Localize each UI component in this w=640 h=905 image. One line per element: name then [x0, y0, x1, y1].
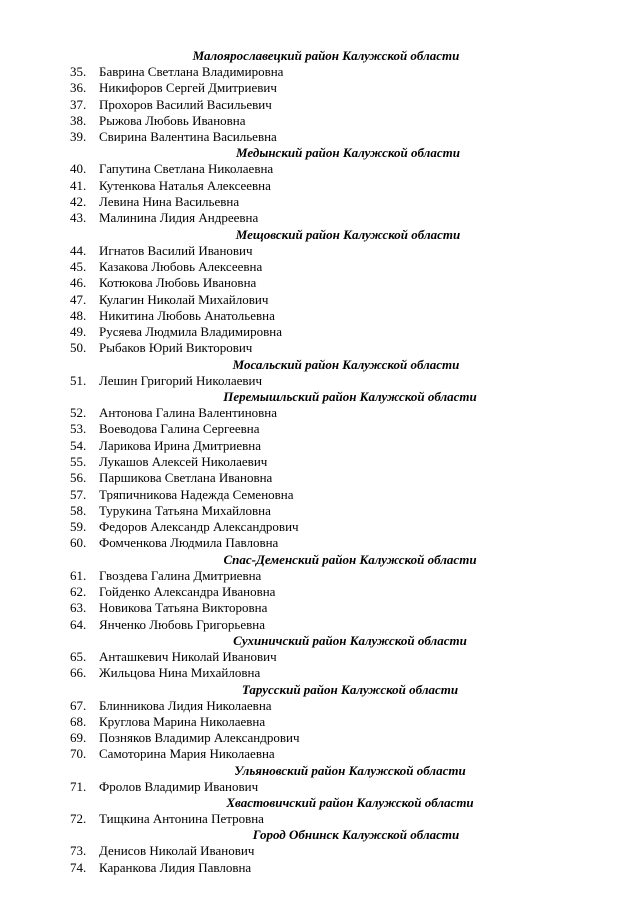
person-name: Кутенкова Наталья Алексеевна: [99, 177, 271, 193]
list-item: [0, 535, 640, 551]
person-name: Самоторина Мария Николаевна: [99, 746, 275, 762]
list-item: [0, 454, 640, 470]
list-item: [0, 324, 640, 340]
item-number: 63.: [70, 600, 87, 616]
person-name: Турукина Татьяна Михайловна: [99, 502, 271, 518]
list-item: [0, 292, 640, 308]
person-name: Анташкевич Николай Иванович: [99, 648, 277, 664]
person-name: Федоров Александр Александрович: [99, 519, 299, 535]
district-heading: Хвастовичский район Калужской области: [226, 794, 474, 810]
district-section: [0, 795, 640, 827]
district-heading: Сухиничский район Калужской области: [233, 632, 467, 648]
list-item: [0, 438, 640, 454]
item-number: 62.: [70, 584, 87, 600]
person-name: Ларикова Ирина Дмитриевна: [99, 437, 261, 453]
item-number: 44.: [70, 242, 87, 258]
person-name: Паршикова Светлана Ивановна: [99, 470, 273, 486]
item-number: 35.: [70, 64, 87, 79]
item-number: 40.: [70, 161, 87, 177]
district-heading: Ульяновский район Калужской области: [234, 762, 466, 778]
person-name: Кулагин Николай Михайлович: [99, 291, 269, 307]
item-number: 53.: [70, 421, 87, 437]
item-number: 70.: [70, 746, 87, 762]
item-number: 57.: [70, 486, 87, 502]
person-name: Никитина Любовь Анатольевна: [99, 307, 275, 323]
district-heading: Перемышльский район Калужской области: [223, 389, 477, 405]
list-item: [0, 259, 640, 275]
person-name: Рыжова Любовь Ивановна: [99, 112, 246, 128]
item-number: 45.: [70, 258, 87, 274]
list-item: [0, 243, 640, 259]
person-name: Никифоров Сергей Дмитриевич: [99, 80, 277, 96]
list-item: [0, 860, 640, 876]
person-name: Гапутина Светлана Николаевна: [99, 161, 274, 177]
item-number: 46.: [70, 275, 87, 291]
person-name: Лешин Григорий Николаевич: [99, 372, 262, 388]
item-number: 52.: [70, 405, 87, 421]
item-number: 74.: [70, 859, 87, 875]
item-number: 67.: [70, 697, 87, 713]
list-item: [0, 698, 640, 714]
district-section: [0, 48, 640, 145]
list-item: [0, 308, 640, 324]
participant-list: [0, 48, 640, 876]
list-item: [0, 811, 640, 827]
list-item: [0, 714, 640, 730]
district-section: [0, 552, 640, 633]
list-item: [0, 470, 640, 486]
list-item: [0, 210, 640, 226]
item-number: 69.: [70, 730, 87, 746]
list-item: [0, 584, 640, 600]
item-number: 43.: [70, 210, 87, 226]
item-number: 64.: [70, 616, 87, 632]
list-item: [0, 97, 640, 113]
list-item: [0, 421, 640, 437]
person-name: Воеводова Галина Сергеевна: [99, 421, 260, 437]
item-number: 38.: [70, 112, 87, 128]
item-number: 65.: [70, 648, 87, 664]
district-section: [0, 763, 640, 795]
list-item: [0, 568, 640, 584]
person-name: Фомченкова Людмила Павловна: [99, 535, 279, 551]
person-name: Жильцова Нина Михайловна: [99, 665, 261, 681]
person-name: Гвоздева Галина Дмитриевна: [99, 567, 262, 583]
item-number: 50.: [70, 340, 87, 356]
list-item: [0, 487, 640, 503]
person-name: Антонова Галина Валентиновна: [99, 405, 278, 421]
district-heading: Мосальский район Калужской области: [232, 356, 460, 372]
item-number: 39.: [70, 129, 87, 145]
person-name: Свирина Валентина Васильевна: [99, 129, 277, 145]
item-number: 60.: [70, 535, 87, 551]
list-item: [0, 161, 640, 177]
person-name: Игнатов Василий Иванович: [99, 242, 253, 258]
list-item: [0, 129, 640, 145]
item-number: 49.: [70, 324, 87, 340]
list-item: [0, 194, 640, 210]
list-item: [0, 405, 640, 421]
item-number: 61.: [70, 567, 87, 583]
list-item: [0, 275, 640, 291]
list-item: [0, 746, 640, 762]
person-name: Блинникова Лидия Николаевна: [99, 697, 272, 713]
item-number: 48.: [70, 307, 87, 323]
list-item: [0, 64, 640, 80]
list-item: [0, 178, 640, 194]
district-section: [0, 389, 640, 552]
district-section: [0, 357, 640, 389]
item-number: 36.: [70, 80, 87, 96]
item-number: 72.: [70, 810, 87, 826]
item-number: 73.: [70, 843, 87, 859]
item-number: 55.: [70, 453, 87, 469]
item-number: 51.: [70, 372, 87, 388]
item-number: 54.: [70, 437, 87, 453]
person-name: Казакова Любовь Алексеевна: [99, 258, 263, 274]
district-heading: Тарусский район Калужской области: [241, 681, 459, 697]
person-name: Русяева Людмила Владимировна: [99, 324, 282, 340]
person-name: Котюкова Любовь Ивановна: [99, 275, 257, 291]
list-item: [0, 617, 640, 633]
person-name: Прохоров Василий Васильевич: [99, 96, 272, 112]
item-number: 58.: [70, 502, 87, 518]
list-item: [0, 503, 640, 519]
person-name: Позняков Владимир Александрович: [99, 730, 300, 746]
list-item: [0, 730, 640, 746]
district-heading: Мещовский район Калужской области: [235, 226, 461, 242]
item-number: 37.: [70, 96, 87, 112]
person-name: Денисов Николай Иванович: [99, 843, 255, 859]
person-name: Каранкова Лидия Павловна: [99, 859, 252, 875]
district-heading: Медынский район Калужской области: [236, 145, 460, 161]
person-name: Янченко Любовь Григорьевна: [99, 616, 265, 632]
list-item: [0, 80, 640, 96]
list-item: [0, 600, 640, 616]
item-number: 47.: [70, 291, 87, 307]
person-name: Рыбаков Юрий Викторович: [99, 340, 253, 356]
district-heading: Малоярославецкий район Калужской области: [192, 48, 460, 63]
person-name: Гойденко Александра Ивановна: [99, 584, 276, 600]
list-item: [0, 843, 640, 859]
item-number: 42.: [70, 194, 87, 210]
district-section: [0, 682, 640, 763]
item-number: 56.: [70, 470, 87, 486]
list-item: [0, 649, 640, 665]
person-name: Тряпичникова Надежда Семеновна: [99, 486, 294, 502]
person-name: Круглова Марина Николаевна: [99, 713, 266, 729]
person-name: Тищкина Антонина Петровна: [99, 810, 264, 826]
district-heading: Город Обнинск Калужской области: [252, 827, 460, 843]
list-item: [0, 779, 640, 795]
person-name: Новикова Татьяна Викторовна: [99, 600, 268, 616]
list-item: [0, 665, 640, 681]
person-name: Левина Нина Васильевна: [99, 194, 240, 210]
person-name: Фролов Владимир Иванович: [99, 778, 259, 794]
item-number: 41.: [70, 177, 87, 193]
item-number: 59.: [70, 519, 87, 535]
district-heading: Спас-Деменский район Калужской области: [223, 551, 477, 567]
person-name: Баврина Светлана Владимировна: [99, 64, 284, 79]
person-name: Малинина Лидия Андреевна: [99, 210, 259, 226]
list-item: [0, 519, 640, 535]
item-number: 66.: [70, 665, 87, 681]
item-number: 68.: [70, 713, 87, 729]
district-section: [0, 633, 640, 682]
item-number: 71.: [70, 778, 87, 794]
list-item: [0, 373, 640, 389]
district-section: [0, 227, 640, 357]
person-name: Лукашов Алексей Николаевич: [99, 453, 268, 469]
list-item: [0, 113, 640, 129]
district-section: [0, 827, 640, 876]
district-section: [0, 145, 640, 226]
list-item: [0, 340, 640, 356]
